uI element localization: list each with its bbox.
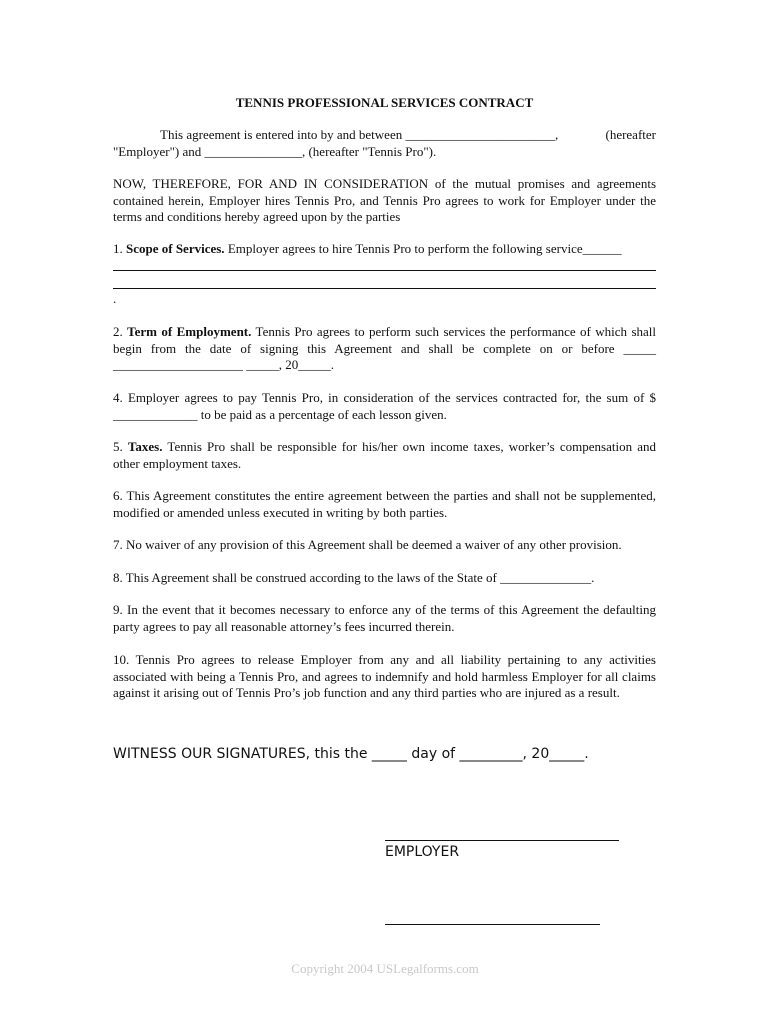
witness-statement: WITNESS OUR SIGNATURES, this the _____ day of _________, 20_____. [113, 746, 589, 762]
intro-line-2: "Employer") and _______________, (hereafter "Tennis Pro"). [113, 143, 437, 159]
copyright-footer: Copyright 2004 USLegalforms.com [291, 961, 479, 976]
intro-line-1-end: (hereafter [605, 127, 656, 142]
section-1-heading: Scope of Services. [126, 241, 225, 256]
section-1-text: Employer agrees to hire Tennis Pro to perform the following service______ [224, 241, 622, 256]
section-5-taxes: 5. Taxes. Tennis Pro shall be responsible for his/her own income taxes, worker’s compensation and other employment taxes. [113, 439, 657, 471]
section-7-waiver: 7. No waiver of any provision of this Agreement shall be deemed a waiver of any other provision. [113, 537, 622, 552]
employer-signature-line [385, 840, 619, 841]
section-5-heading: Taxes. [127, 439, 163, 454]
section-9-attorney-fees: 9. In the event that it becomes necessary to enforce any of the terms of this Agreement the defaulting party agrees to pay all reasonable attorney’s fees incurred therein. [113, 602, 656, 634]
section-6-entire-agreement: 6. This Agreement constitutes the entire agreement between the parties and shall not be supplemented, modified or amended unless executed in writing by both parties. [113, 488, 656, 520]
document-title: TENNIS PROFESSIONAL SERVICES CONTRACT [235, 95, 534, 110]
scope-trailing-period: . [113, 291, 117, 306]
employer-label: EMPLOYER [385, 844, 460, 860]
section-8-governing-law: 8. This Agreement shall be construed according to the laws of the State of ______________. [113, 570, 595, 585]
section-2-term: 2. Term of Employment. Tennis Pro agrees to perform such services the performance of which shall begin from the date of signing this Agreement and shall be complete on or before _____ ____________________ _____, 20_____. [113, 324, 657, 372]
section-10-release: 10. Tennis Pro agrees to release Employer from any and all liability pertaining to any activities associated with being a Tennis Pro, and agrees to indemnify and hold harmless Employer for all claims against it arising out of Tennis Pro’s job function and any third parties who are injured as a result. [113, 652, 656, 700]
section-2-heading: Term of Employment. [127, 324, 252, 339]
consideration-paragraph: NOW, THEREFORE, FOR AND IN CONSIDERATION of the mutual promises and agreements contained herein, Employer hires Tennis Pro, and Tennis Pro agrees to work for Employer under the terms and conditions hereby agreed upon by the parties [113, 176, 656, 224]
scope-blank-line-1 [113, 270, 656, 271]
intro-line-1: This agreement is entered into by and between _______________________, [160, 127, 559, 142]
section-4-payment: 4. Employer agrees to pay Tennis Pro, in consideration of the services contracted for, the sum of $ _____________ to be paid as a percentage of each lesson given. [113, 390, 656, 422]
section-2-text: Tennis Pro agrees to perform such services the performance of which shall begin from the date of signing this Agreement and shall be complete on or before _____ ____________________ _____, 20_____. [113, 324, 657, 372]
scope-blank-line-2 [113, 288, 656, 289]
tennis-pro-signature-line [385, 924, 600, 925]
intro-paragraph [113, 127, 656, 160]
section-1-scope: 1. Scope of Services. Employer agrees to hire Tennis Pro to perform the following service______ [113, 241, 622, 256]
section-5-text: Tennis Pro shall be responsible for his/her own income taxes, worker’s compensation and other employment taxes. [113, 439, 657, 471]
